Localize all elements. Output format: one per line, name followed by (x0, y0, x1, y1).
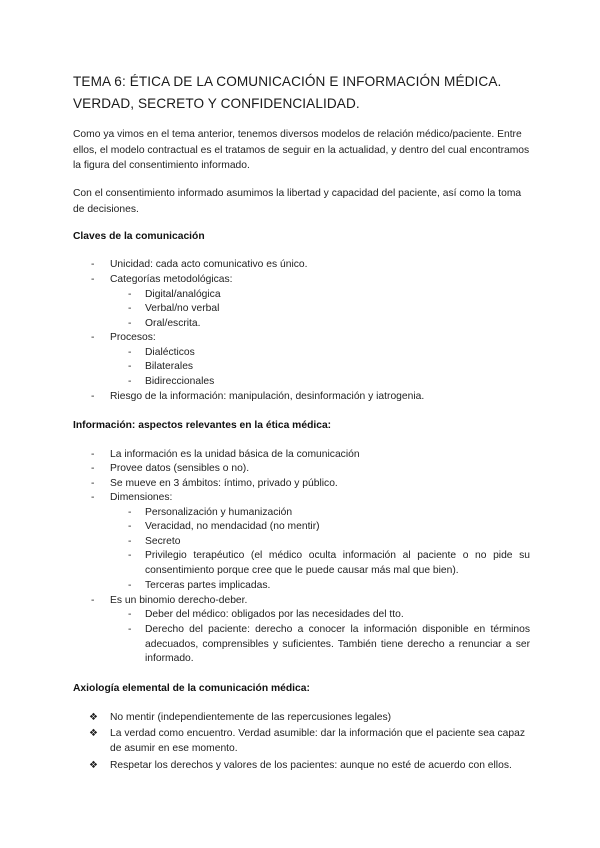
list-dash: - (91, 391, 95, 402)
page-title: TEMA 6: ÉTICA DE LA COMUNICACIÓN E INFORMACIÓN MÉDICA. VERDAD, SECRETO Y CONFIDENCIALIDAD. (73, 74, 502, 111)
list-item: Es un binomio derecho-deber. (110, 595, 248, 606)
list-subitem: Privilegio terapéutico (el médico oculta información al paciente o no pide su consentimiento porque cree que le puede causar más mal que bien). (145, 550, 530, 576)
list-dash: - (128, 609, 132, 620)
diamond-bullet-icon: ❖ (89, 712, 98, 723)
list-dash: - (128, 507, 132, 518)
list-subitem: Verbal/no verbal (145, 303, 220, 314)
intro-paragraph-1: Como ya vimos en el tema anterior, tenemos diversos modelos de relación médico/paciente. Entre ellos, el modelo contractual es el tratamos de seguir en la actualidad, y dentro del cual encontramos la figura del consentimiento informado. (73, 129, 530, 171)
list-subitem: Dialécticos (145, 347, 195, 358)
section-heading-informacion: Información: aspectos relevantes en la ética médica: (73, 420, 332, 431)
list-item: Riesgo de la información: manipulación, desinformación y iatrogenia. (110, 391, 425, 402)
list-item: Dimensiones: (110, 492, 173, 503)
list-dash: - (128, 376, 132, 387)
intro-paragraph-2: Con el consentimiento informado asumimos la libertad y capacidad del paciente, así como la toma de decisiones. (73, 188, 522, 215)
list-subitem: Oral/escrita. (145, 318, 201, 329)
list-subitem: Personalización y humanización (145, 507, 293, 518)
list-dash: - (128, 521, 132, 532)
diamond-bullet-icon: ❖ (89, 760, 98, 771)
list-dash: - (128, 289, 132, 300)
list-dash: - (128, 361, 132, 372)
list-dash: - (91, 463, 95, 474)
bullet-item: No mentir (independientemente de las repercusiones legales) (110, 712, 392, 723)
list-item: La información es la unidad básica de la comunicación (110, 449, 360, 460)
list-dash: - (91, 595, 95, 606)
list-dash: - (91, 259, 95, 270)
list-subitem: Bidireccionales (145, 376, 215, 387)
list-item: Procesos: (110, 332, 156, 343)
list-dash: - (128, 303, 132, 314)
list-item: Se mueve en 3 ámbitos: íntimo, privado y público. (110, 478, 338, 489)
list-dash: - (128, 536, 132, 547)
list-subitem: Terceras partes implicadas. (145, 580, 271, 591)
list-subitem: Bilaterales (145, 361, 194, 372)
bullet-item: La verdad como encuentro. Verdad asumible: dar la información que el paciente sea capaz de asumir en ese momento. (110, 728, 525, 754)
list-subitem: Veracidad, no mendacidad (no mentir) (145, 521, 320, 532)
list-subitem: Secreto (145, 536, 181, 547)
list-dash: - (91, 492, 95, 503)
list-dash: - (128, 580, 132, 591)
bullet-item: Respetar los derechos y valores de los pacientes: aunque no esté de acuerdo con ellos. (110, 760, 512, 771)
list-subitem: Deber del médico: obligados por las necesidades del tto. (145, 609, 404, 620)
list-subitem: Digital/analógica (145, 289, 221, 300)
list-dash: - (91, 478, 95, 489)
section-heading-axiologia: Axiología elemental de la comunicación médica: (73, 683, 310, 694)
list-dash: - (91, 449, 95, 460)
diamond-bullet-icon: ❖ (89, 728, 98, 739)
list-item: Categorías metodológicas: (110, 274, 233, 285)
list-dash: - (128, 318, 132, 329)
list-subitem: Derecho del paciente: derecho a conocer la información disponible en términos adecuados, comprensibles y suficientes. También tiene derecho a renunciar a ser informado. (145, 624, 530, 664)
section-heading-claves: Claves de la comunicación (73, 231, 205, 242)
list-item: Provee datos (sensibles o no). (110, 463, 250, 474)
list-dash: - (128, 550, 132, 561)
list-item: Unicidad: cada acto comunicativo es único. (110, 259, 308, 270)
list-dash: - (91, 274, 95, 285)
list-dash: - (128, 347, 132, 358)
list-dash: - (91, 332, 95, 343)
list-dash: - (128, 624, 132, 635)
